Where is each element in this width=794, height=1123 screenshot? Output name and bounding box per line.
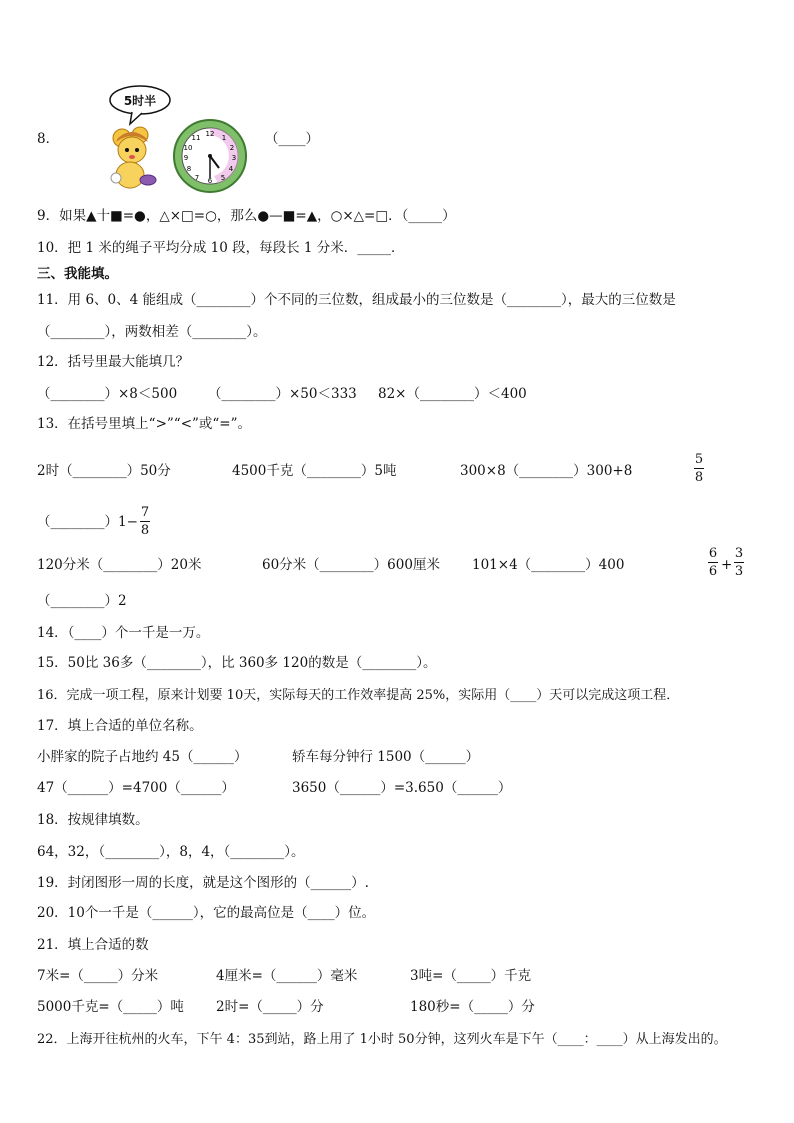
svg-text:8: 8 [186,165,192,173]
fraction-6-6: 6 6 [708,546,718,579]
q17-item-c: 47（______）=4700（______） [37,780,235,796]
svg-text:4: 4 [228,165,234,173]
fraction-5-8: 5 8 [694,452,704,485]
svg-text:7: 7 [194,174,200,182]
q13-item-8: （________）2 [37,593,127,609]
q13-item-5: 120分米（________）20米 [37,557,202,573]
q18-sequence: 64，32，（________），8，4，（________）。 [37,844,305,860]
question-14: 14．（____）个一千是一万。 [37,625,210,641]
question-13: 13．在括号里填上“>”“<”或“=”。 [37,416,252,432]
mouse-clock-illustration [100,80,260,195]
q13-item-3: 300×8（________）300+8 [460,463,633,479]
plus-sign: + [721,557,733,573]
question-22: 22．上海开往杭州的火车，下午 4：35到站，路上用了 1小时 50分钟，这列火车是下午（____：____）从上海发出的。 [37,1032,727,1047]
q17-item-b: 轿车每分钟行 1500（______） [292,749,480,765]
q21-item-e: 2时=（_____）分 [216,999,324,1015]
svg-text:1: 1 [221,134,227,142]
svg-text:9: 9 [183,154,189,162]
q17-item-d: 3650（______）=3.650（______） [292,780,512,796]
question-11-line1: 11．用 6、0、4 能组成（________）个不同的三位数，组成最小的三位数是（________），最大的三位数是 [37,292,676,308]
q12-item-c: 82×（________）＜400 [378,386,527,402]
q8-number: 8． [37,131,60,147]
svg-text:11: 11 [191,134,201,142]
q21-item-f: 180秒=（_____）分 [410,999,535,1015]
q21-item-a: 7米=（_____）分米 [37,968,159,984]
bubble-text: 5时半 [123,94,157,108]
q17-item-a: 小胖家的院子占地约 45（______） [37,749,248,765]
svg-text:12: 12 [205,130,215,138]
question-18: 18．按规律填数。 [37,812,149,828]
question-17: 17．填上合适的单位名称。 [37,718,203,734]
svg-text:5: 5 [220,174,226,182]
question-15: 15．50比 36多（________），比 360多 120的数是（________）。 [37,655,437,671]
q13-item-1: 2时（________）50分 [37,463,171,479]
q13-item-7: 101×4（________）400 [472,557,625,573]
svg-text:3: 3 [231,154,237,162]
question-12: 12．括号里最大能填几？ [37,354,190,370]
svg-text:2: 2 [229,144,235,152]
question-9: 9．如果▲十■=●，△×□=○，那么●—■=▲，○×△=□．（_____） [37,208,456,224]
question-19: 19．封闭图形一周的长度，就是这个图形的（______）. [37,875,369,891]
q21-item-b: 4厘米=（______）毫米 [216,968,358,984]
q8-answer-blank[interactable]: （____） [265,131,319,147]
svg-text:6: 6 [207,177,213,185]
q12-item-a: （________）×8＜500 [37,386,178,402]
q13-item-2: 4500千克（________）5吨 [232,463,397,479]
q13-item-6: 60分米（________）600厘米 [262,557,440,573]
q21-item-c: 3吨=（_____）千克 [410,968,532,984]
fraction-7-8: 7 8 [140,505,150,538]
question-10: 10．把 1 米的绳子平均分成 10 段，每段长 1 分米．_____． [37,240,405,256]
question-21: 21．填上合适的数 [37,937,149,953]
q21-item-d: 5000千克=（_____）吨 [37,999,184,1015]
question-11-line2: （________），两数相差（________）。 [37,324,267,340]
fraction-3-3: 3 3 [734,546,744,579]
question-16: 16．完成一项工程，原来计划要 10天，实际每天的工作效率提高 25%，实际用（____）天可以完成这项工程． [37,688,680,703]
q13-item-4: （________）1− [37,514,138,530]
q12-item-b: （________）×50＜333 [208,386,357,402]
svg-text:10: 10 [183,144,193,152]
question-20: 20．10个一千是（______），它的最高位是（____）位。 [37,905,376,921]
section-3-heading: 三、我能填。 [37,266,118,282]
